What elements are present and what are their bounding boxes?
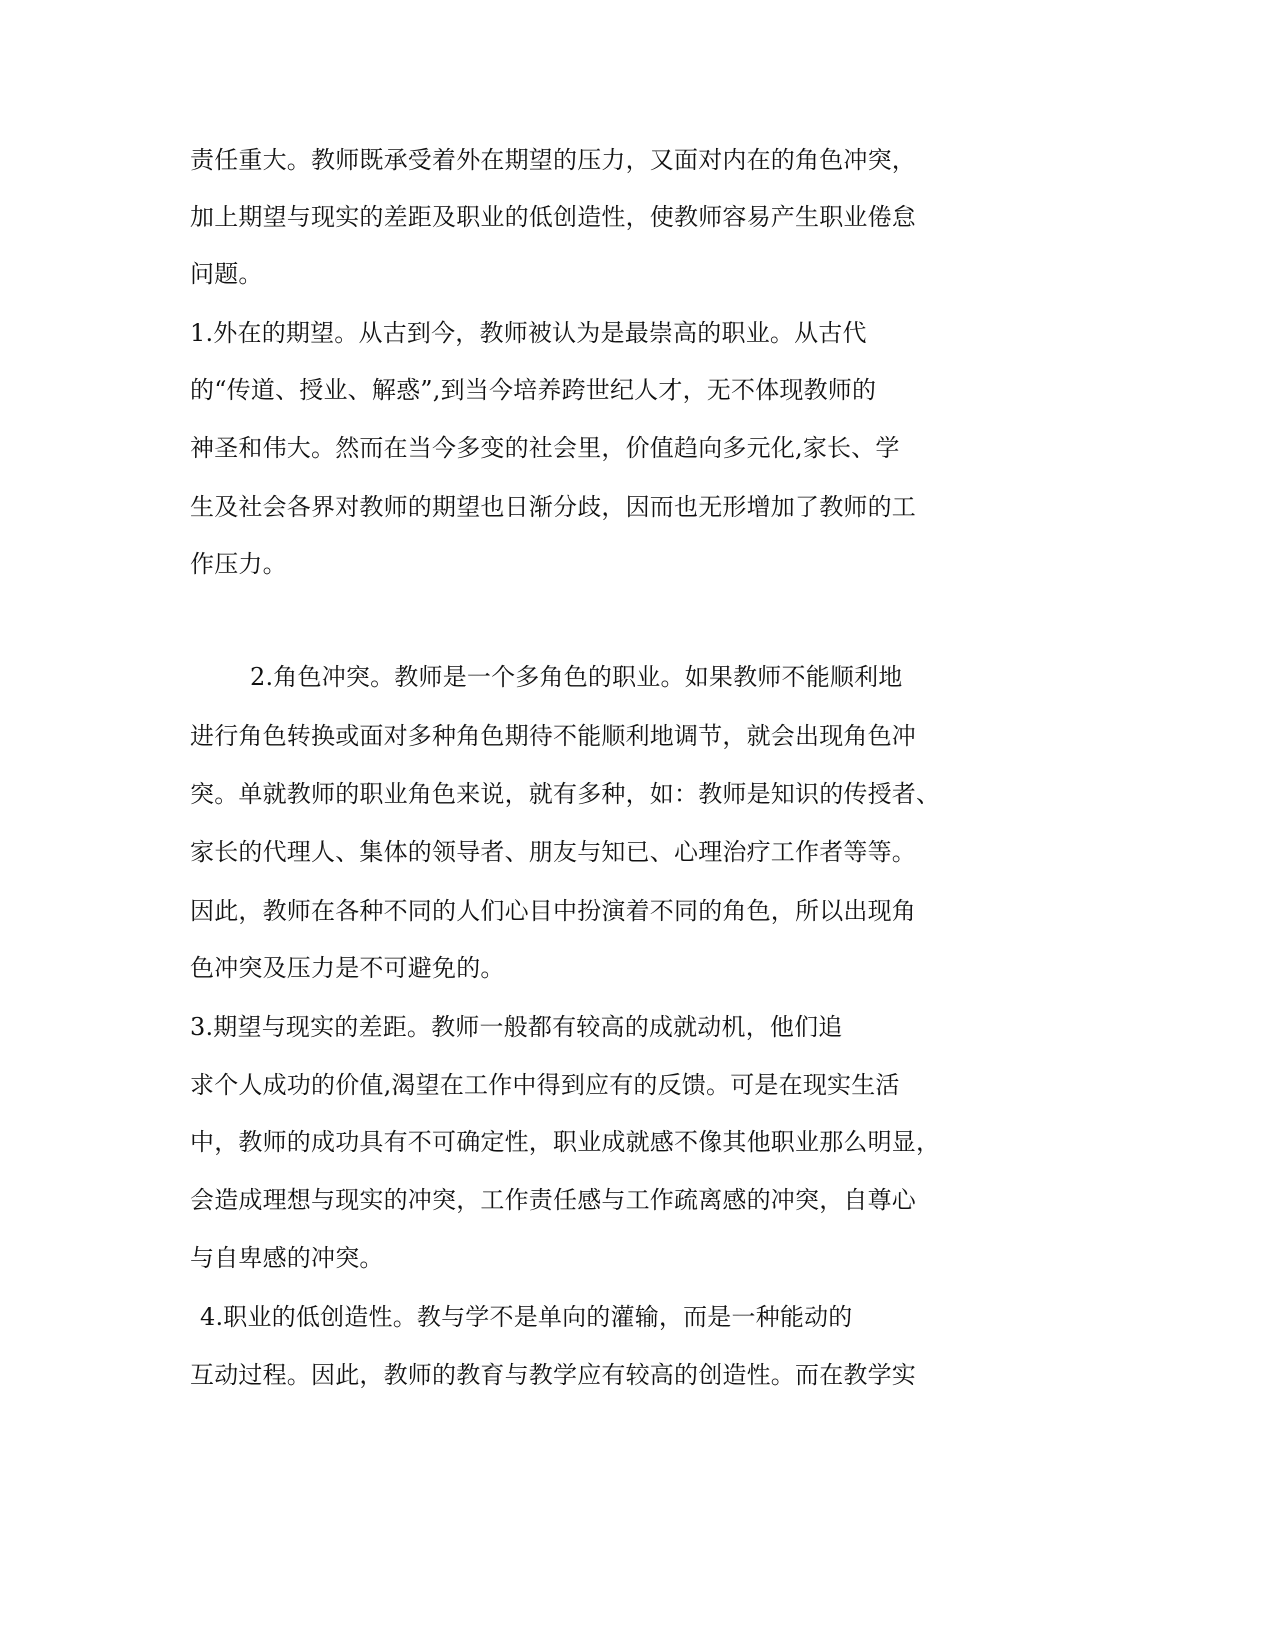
text-line: 2.角色冲突。教师是一个多角色的职业。如果教师不能顺利地 (250, 663, 903, 691)
text-line: 色冲突及压力是不可避免的。 (190, 954, 505, 982)
text-line: 3.期望与现实的差距。教师一般都有较高的成就动机，他们追 (190, 1013, 843, 1041)
text-line: 求个人成功的价值,渴望在工作中得到应有的反馈。可是在现实生活 (190, 1071, 900, 1099)
text-line: 突。单就教师的职业角色来说，就有多种，如：教师是知识的传授者、 (190, 780, 941, 808)
text-line: 作压力。 (190, 550, 287, 578)
text-line: 神圣和伟大。然而在当今多变的社会里，价值趋向多元化,家长、学 (190, 434, 900, 462)
text-line: 中，教师的成功具有不可确定性，职业成就感不像其他职业那么明显， (190, 1128, 941, 1156)
text-line: 1.外在的期望。从古到今，教师被认为是最崇高的职业。从古代 (190, 319, 867, 347)
text-line: 4.职业的低创造性。教与学不是单向的灌输，而是一种能动的 (200, 1303, 853, 1331)
text-line: 与自卑感的冲突。 (190, 1244, 384, 1272)
text-line: 会造成理想与现实的冲突，工作责任感与工作疏离感的冲突，自尊心 (190, 1186, 916, 1214)
text-line: 互动过程。因此，教师的教育与教学应有较高的创造性。而在教学实 (190, 1361, 916, 1389)
text-line: 加上期望与现实的差距及职业的低创造性，使教师容易产生职业倦怠 (190, 203, 916, 231)
text-line: 家长的代理人、集体的领导者、朋友与知已、心理治疗工作者等等。 (190, 838, 916, 866)
text-line: 生及社会各界对教师的期望也日渐分歧，因而也无形增加了教师的工 (190, 493, 916, 521)
text-line: 的“传道、授业、解惑”,到当今培养跨世纪人才，无不体现教师的 (190, 376, 877, 404)
text-line: 责任重大。教师既承受着外在期望的压力，又面对内在的角色冲突， (190, 146, 916, 174)
text-line: 问题。 (190, 260, 263, 288)
text-line: 因此，教师在各种不同的人们心目中扮演着不同的角色，所以出现角 (190, 897, 916, 925)
text-line: 进行角色转换或面对多种角色期待不能顺利地调节，就会出现角色冲 (190, 722, 916, 750)
